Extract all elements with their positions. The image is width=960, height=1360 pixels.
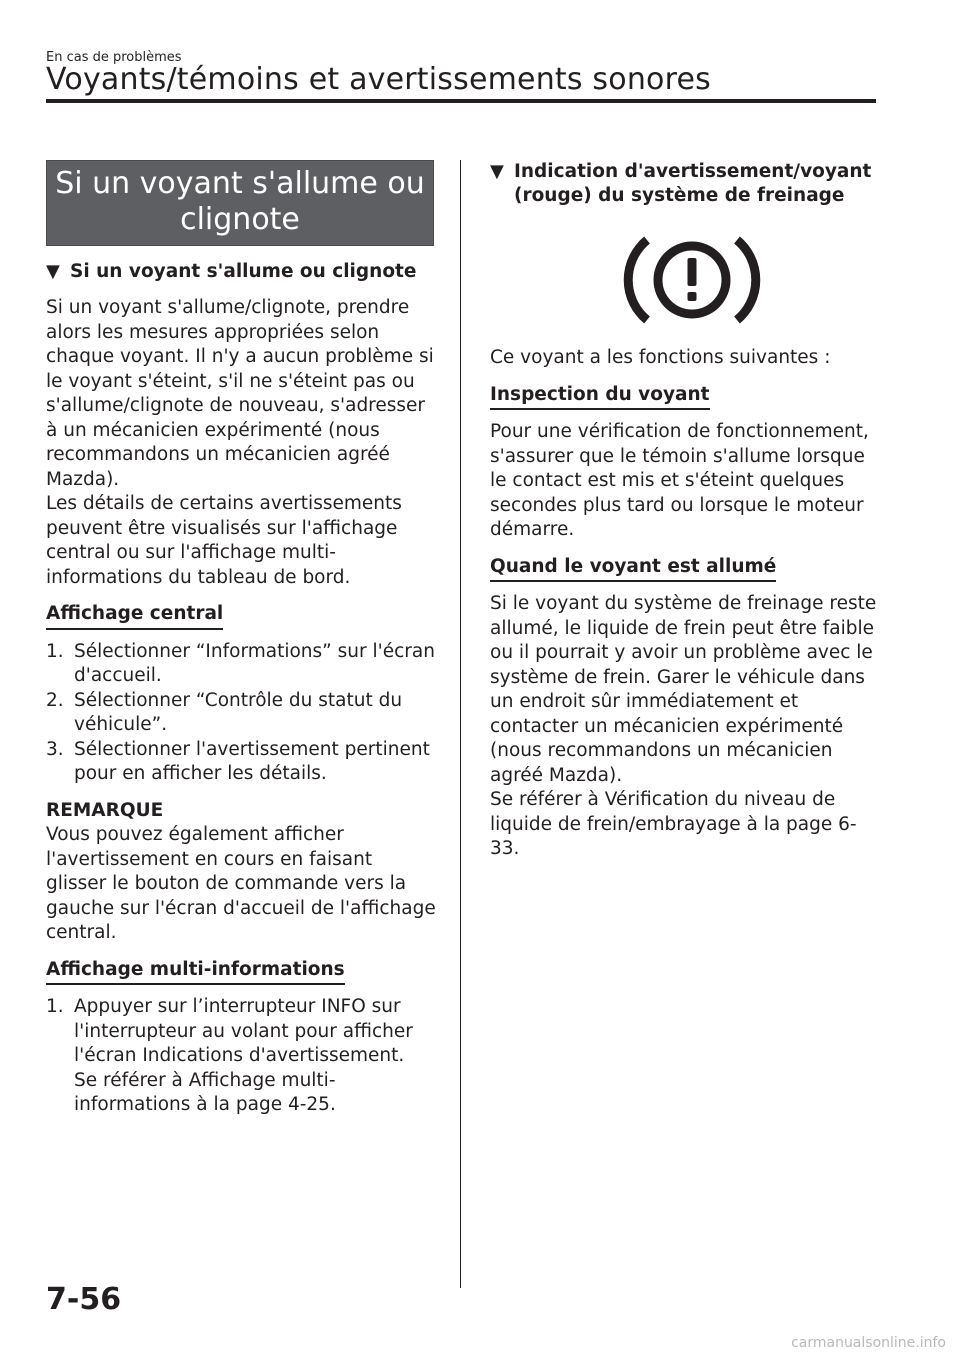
central-steps [46, 640, 438, 787]
right-column [490, 160, 885, 874]
details-paragraph: Les détails de certains avertissements peuvent être visualisés sur l'affichage central ou sur l'affichage multi-informations du tableau de bord. [46, 493, 402, 588]
page-reference: Se référer à Vérification du niveau de liquide de frein/embrayage à la page 6-33. [490, 789, 857, 859]
lit-text: Si le voyant du système de freinage reste allumé, le liquide de frein peut être faible ou il pourrait y avoir un problème avec le système de frein. Garer le véhicule dans un endroit sûr immédiatement et contacter un mécanicien expérimenté (nous recommandons un mécanicien agréé Mazda). Se référer à Vérification du niveau de liquide de frein/embrayage à la page 6-33. [490, 593, 877, 859]
list-item: 1. Appuyer sur l’interrupteur INFO sur l'interrupteur au volant pour afficher l'écran Indications d'avertissement. Se référer à Affichage multi-informations à la page 4-25. [46, 996, 413, 1115]
multi-info-heading: Affichage multi-informations [46, 958, 345, 986]
sub-heading-right [490, 160, 885, 208]
sub-heading-left [46, 260, 438, 284]
functions-text: Ce voyant a les fonctions suivantes : [490, 347, 831, 368]
inspection-text: Pour une vérification de fonctionnement, s'assurer que le témoin s'allume lorsque le contact est mis et s'éteint quelques secondes plus tard ou lorsque le moteur démarre. [490, 421, 869, 540]
page-title: Voyants/témoins et avertissements sonores [46, 62, 711, 97]
triangle-down-icon: ▼ [46, 261, 60, 282]
page-number: 7-56 [46, 1282, 122, 1317]
list-item: 3. Sélectionner l'avertissement pertinent pour en afficher les détails. [46, 738, 430, 784]
triangle-down-icon: ▼ [490, 161, 504, 182]
header-rule [46, 99, 876, 103]
central-display-heading: Affichage central [46, 602, 223, 630]
remark-text: Vous pouvez également afficher l'avertissement en cours en faisant glisser le bouton de commande vers la gauche sur l'écran d'accueil de l'affichage central. [46, 824, 436, 943]
lit-heading: Quand le voyant est allumé [490, 555, 776, 583]
intro-paragraph: Si un voyant s'allume/clignote, prendre alors les mesures appropriées selon chaque voyant. Il n'y a aucun problème si le voyant s'éteint, s'il ne s'éteint pas ou s'allume/clignote de nouveau, s'adresser à un mécanicien expérimenté (nous recommandons un mécanicien agréé Mazda). [46, 297, 434, 490]
section-label: En cas de problèmes [46, 50, 182, 65]
page-reference: Se référer à Affichage multi-informations à la page 4-25. [74, 1069, 336, 1115]
sub-heading-text: Indication d'avertissement/voyant (rouge) du système de freinage [514, 161, 872, 206]
footer-watermark: carmanualsonline.info [791, 1335, 946, 1351]
remark-heading: REMARQUE [46, 799, 164, 821]
list-item: 2. Sélectionner “Contrôle du statut du véhicule”. [46, 689, 403, 735]
sub-heading-text: Si un voyant s'allume ou clignote [70, 261, 417, 282]
column-divider [460, 160, 461, 1288]
list-item: 1. Sélectionner “Informations” sur l'écran d'accueil. [46, 640, 435, 686]
multi-info-steps [46, 995, 438, 1118]
left-column [46, 160, 438, 1130]
brake-warning-icon [617, 234, 767, 326]
section-banner: Si un voyant s'allume ou clignote [46, 160, 434, 246]
inspection-heading: Inspection du voyant [490, 383, 710, 411]
